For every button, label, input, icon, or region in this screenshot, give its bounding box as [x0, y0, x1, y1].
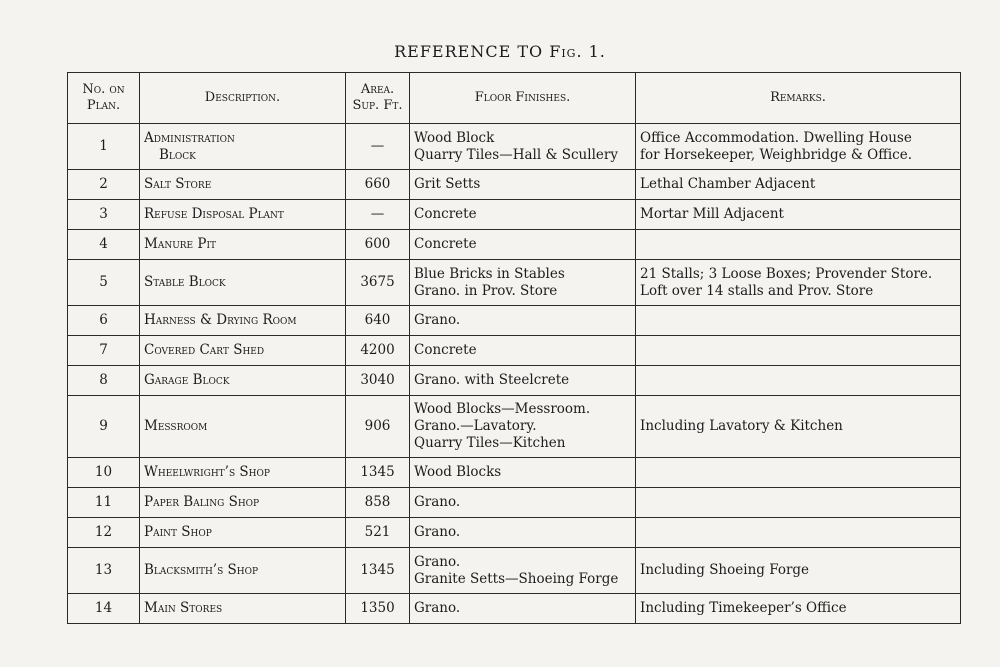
row-number-cell: 12	[68, 518, 140, 548]
row-number-cell: 8	[68, 366, 140, 396]
header-description-label: Description.	[204, 90, 281, 105]
remarks-cell: Including Lavatory & Kitchen	[636, 396, 961, 458]
row-number-cell: 4	[68, 230, 140, 260]
header-row	[68, 73, 961, 124]
table-row	[68, 170, 961, 200]
table-row	[68, 124, 961, 170]
remarks-cell: Mortar Mill Adjacent	[636, 200, 961, 230]
header-area	[346, 73, 410, 124]
remarks-cell	[636, 336, 961, 366]
floor-finish-cell: Grano. with Steelcrete	[410, 366, 636, 396]
table-header	[68, 73, 961, 124]
description-cell: Salt Store	[140, 170, 346, 200]
row-number-cell: 2	[68, 170, 140, 200]
remarks-cell: Lethal Chamber Adjacent	[636, 170, 961, 200]
header-remarks	[636, 73, 961, 124]
table-row	[68, 518, 961, 548]
remarks-cell	[636, 306, 961, 336]
floor-finish-cell: Concrete	[410, 230, 636, 260]
table-row	[68, 336, 961, 366]
remarks-cell	[636, 488, 961, 518]
area-cell: 640	[346, 306, 410, 336]
floor-finish-cell: Wood Blocks	[410, 458, 636, 488]
area-cell: 906	[346, 396, 410, 458]
area-cell: —	[346, 124, 410, 170]
description-cell: Refuse Disposal Plant	[140, 200, 346, 230]
description-cell	[140, 124, 346, 170]
description-cell: Main Stores	[140, 594, 346, 624]
floor-finish-cell: Blue Bricks in Stables Grano. in Prov. Store	[410, 260, 636, 306]
remarks-cell: Including Timekeeper’s Office	[636, 594, 961, 624]
floor-finish-cell: Wood Block Quarry Tiles—Hall & Scullery	[410, 124, 636, 170]
header-remarks-label: Remarks.	[770, 90, 826, 105]
remarks-cell	[636, 518, 961, 548]
description-cell: Messroom	[140, 396, 346, 458]
remarks-cell: Office Accommodation. Dwelling House for Horsekeeper, Weighbridge & Office.	[636, 124, 961, 170]
area-cell: 3675	[346, 260, 410, 306]
table-row	[68, 200, 961, 230]
row-number-cell: 11	[68, 488, 140, 518]
description-cell: Blacksmith’s Shop	[140, 548, 346, 594]
area-cell: 600	[346, 230, 410, 260]
header-no	[68, 73, 140, 124]
description-cell: Garage Block	[140, 366, 346, 396]
table-row	[68, 548, 961, 594]
header-floor-label: Floor Finishes.	[474, 90, 571, 105]
header-area-label: Area. Sup. Ft.	[352, 82, 403, 113]
remarks-cell	[636, 230, 961, 260]
floor-finish-cell: Concrete	[410, 200, 636, 230]
table-body	[68, 124, 961, 624]
area-cell: 521	[346, 518, 410, 548]
description-cell: Covered Cart Shed	[140, 336, 346, 366]
area-cell: 4200	[346, 336, 410, 366]
floor-finish-cell: Grano.	[410, 594, 636, 624]
title-main: REFERENCE TO	[394, 42, 544, 61]
table-row	[68, 488, 961, 518]
floor-finish-cell: Grit Setts	[410, 170, 636, 200]
description-line: Block	[159, 146, 196, 163]
row-number-cell: 6	[68, 306, 140, 336]
reference-table	[67, 72, 961, 624]
table-row	[68, 230, 961, 260]
table-row	[68, 396, 961, 458]
floor-finish-cell: Wood Blocks—Messroom. Grano.—Lavatory. Quarry Tiles—Kitchen	[410, 396, 636, 458]
row-number-cell: 14	[68, 594, 140, 624]
description-line: Administration	[144, 129, 235, 146]
area-cell: 3040	[346, 366, 410, 396]
area-cell: 1345	[346, 458, 410, 488]
title-figure-ref: Fig. 1.	[549, 42, 606, 61]
floor-finish-cell: Grano.	[410, 306, 636, 336]
remarks-cell: Including Shoeing Forge	[636, 548, 961, 594]
row-number-cell: 1	[68, 124, 140, 170]
description-cell: Harness & Drying Room	[140, 306, 346, 336]
remarks-cell: 21 Stalls; 3 Loose Boxes; Provender Store. Loft over 14 stalls and Prov. Store	[636, 260, 961, 306]
page-title	[0, 42, 1000, 61]
description-cell: Wheelwright’s Shop	[140, 458, 346, 488]
floor-finish-cell: Concrete	[410, 336, 636, 366]
header-no-label: No. on Plan.	[82, 82, 125, 113]
description-cell: Paper Baling Shop	[140, 488, 346, 518]
remarks-cell	[636, 366, 961, 396]
remarks-cell	[636, 458, 961, 488]
floor-finish-cell: Grano.	[410, 518, 636, 548]
row-number-cell: 3	[68, 200, 140, 230]
table-row	[68, 366, 961, 396]
description-cell: Manure Pit	[140, 230, 346, 260]
row-number-cell: 13	[68, 548, 140, 594]
area-cell: 858	[346, 488, 410, 518]
header-description	[140, 73, 346, 124]
row-number-cell: 9	[68, 396, 140, 458]
row-number-cell: 7	[68, 336, 140, 366]
row-number-cell: 5	[68, 260, 140, 306]
table-row	[68, 594, 961, 624]
description-cell: Paint Shop	[140, 518, 346, 548]
table-row	[68, 260, 961, 306]
area-cell: 1350	[346, 594, 410, 624]
header-floor	[410, 73, 636, 124]
area-cell: 660	[346, 170, 410, 200]
area-cell: —	[346, 200, 410, 230]
description-cell: Stable Block	[140, 260, 346, 306]
area-cell: 1345	[346, 548, 410, 594]
table-row	[68, 458, 961, 488]
row-number-cell: 10	[68, 458, 140, 488]
floor-finish-cell: Grano. Granite Setts—Shoeing Forge	[410, 548, 636, 594]
floor-finish-cell: Grano.	[410, 488, 636, 518]
table-row	[68, 306, 961, 336]
